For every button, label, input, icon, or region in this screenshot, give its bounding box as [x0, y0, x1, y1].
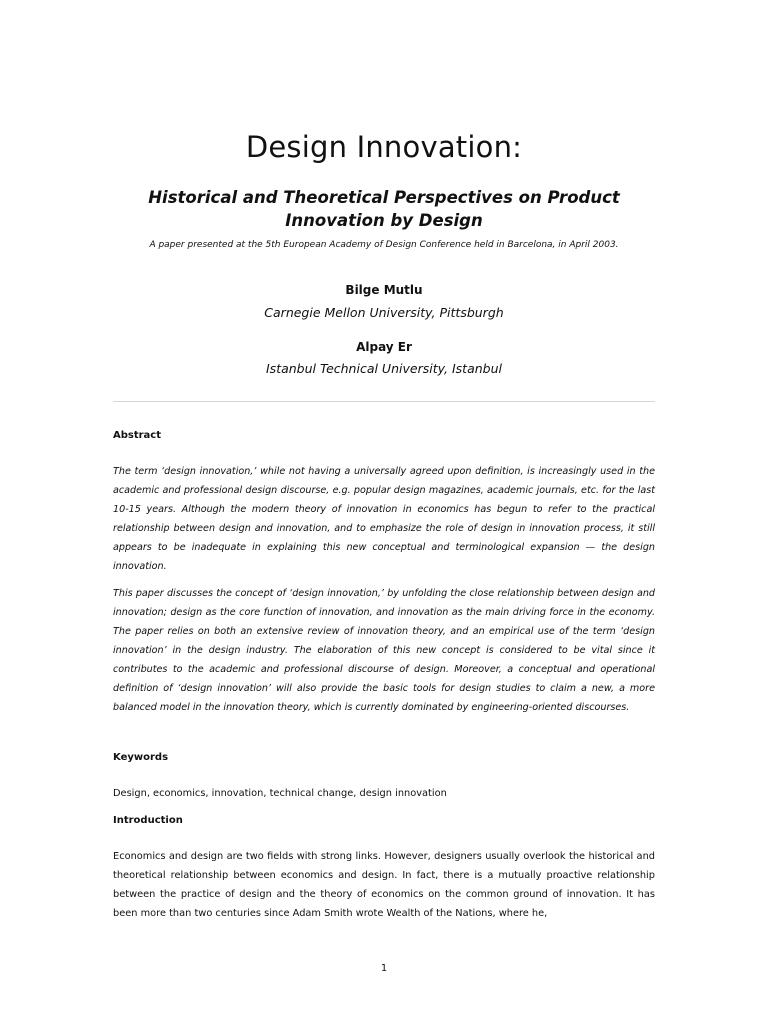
introduction-heading: Introduction [113, 815, 183, 826]
author-name: Bilge Mutlu [345, 283, 423, 297]
presentation-note: A paper presented at the 5th European Academy of Design Conference held in Barcelona, in April 2003. [149, 240, 619, 250]
paper-title: Design Innovation: [245, 130, 523, 164]
abstract-paragraph: The term ‘design innovation,’ while not having a universally agreed upon definition, is increasingly used in the academic and professional design discourse, e.g. popular design magazines, academic journals, etc. for the last 10-15 years. Although the modern theory of innovation in economics has begun to refer to the practical relationship between design and innovation, and to emphasize the role of design in innovation process, it still appears to be inadequate in explaining this new conceptual and terminological expansion — the design innovation. [113, 466, 655, 572]
introduction-paragraph: Economics and design are two fields with strong links. However, designers usually overlook the historical and theoretical relationship between economics and design. In fact, there is a mutually proactive relationship between the practice of design and the theory of economics on the common ground of innovation. It has been more than two centuries since Adam Smith wrote Wealth of the Nations, where he, [113, 851, 655, 919]
author-affiliation: Istanbul Technical University, Istanbul [266, 361, 502, 376]
keywords-heading: Keywords [113, 752, 169, 763]
author-affiliation: Carnegie Mellon University, Pittsburgh [264, 305, 504, 320]
keywords-text: Design, economics, innovation, technical change, design innovation [113, 788, 447, 799]
paper-subtitle: Historical and Theoretical Perspectives on Product Innovation by Design [148, 188, 620, 230]
divider-line [113, 401, 655, 402]
abstract-paragraph: This paper discusses the concept of ‘design innovation,’ by unfolding the close relationship between design and innovation; design as the core function of innovation, and innovation as the main driving force in the economy. The paper relies on both an extensive review of innovation theory, and an empirical use of the term ‘design innovation’ in the design industry. The elaboration of this new concept is considered to be vital since it contributes to the academic and professional discourse of design. Moreover, a conceptual and operational definition of ‘design innovation’ will also provide the basic tools for design studies to claim a new, a more balanced model in the innovation theory, which is currently dominated by engineering-oriented discourses. [113, 588, 655, 713]
abstract-heading: Abstract [113, 430, 162, 441]
author-name: Alpay Er [356, 340, 412, 354]
page-number: 1 [380, 963, 388, 974]
